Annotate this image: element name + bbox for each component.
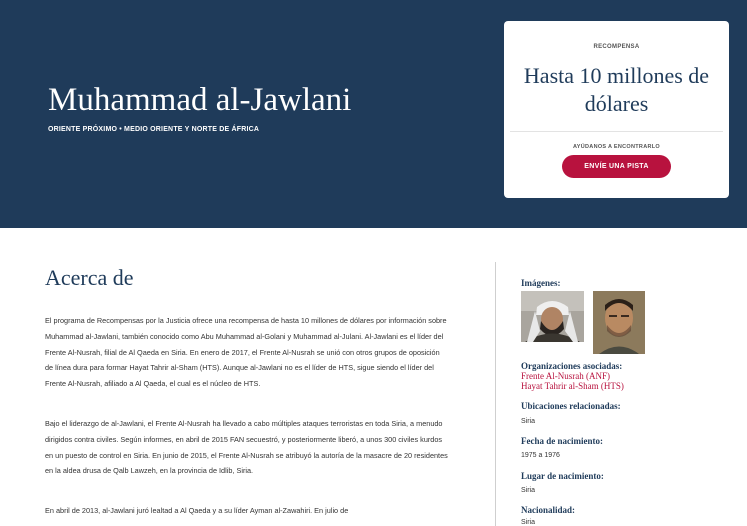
page-title: Muhammad al-Jawlani	[48, 82, 352, 118]
suspect-photo[interactable]	[521, 291, 584, 342]
organization-link-anf[interactable]: Frente Al-Nusrah (ANF)	[521, 371, 610, 381]
suspect-photo[interactable]	[593, 291, 645, 354]
about-paragraph: El programa de Recompensas por la Justicia ofrece una recompensa de hasta 10 millones de dólares por información sobre Muhammad al-Jawlani, también conocido como Abu Muhammad al-Golani y Muhammad al-Julani. Al-Jawlani es el líder del Frente Al-Nusrah, filial de Al Qaeda en Siria. En enero de 2017, el Frente Al-Nusrah se unió con otros grupos de oposición de línea dura para formar Hayat Tahrir al-Sham (HTS). Aunque al-Jawlani no es el líder de HTS, sigue siendo el líder del Frente Al-Nusrah, afiliado a Al Qaeda, el cual es el núcleo de HTS.	[45, 316, 447, 389]
birthdate-value: 1975 a 1976	[521, 452, 560, 459]
about-heading: Acerca de	[45, 265, 134, 290]
nationality-value: Siria	[521, 519, 536, 526]
locations-label: Ubicaciones relacionadas:	[521, 401, 621, 411]
nationality-label: Nacionalidad:	[521, 505, 576, 515]
birthplace-value: Siria	[521, 487, 536, 494]
reward-label: RECOMPENSA	[593, 44, 640, 50]
submit-tip-button[interactable]: ENVÍE UNA PISTA	[562, 155, 671, 178]
about-paragraph: Bajo el liderazgo de al-Jawlani, el Frente Al-Nusrah ha llevado a cabo múltiples ataques terroristas en toda Siria, a menudo dirigidos contra civiles. Según informes, en abril de 2015 FAN secuestró, y posteriormente liberó, a unos 300 civiles kurdos en un puesto de control en Siria. En junio de 2015, el Frente Al-Nusrah se atribuyó la autoría de la masacre de 20 residentes en la aldea drusa de Qalb Lawzeh, en la provincia de Idlib, Siria.	[45, 419, 448, 476]
reward-amount: Hasta 10 millones de dólares	[523, 63, 710, 116]
reward-card	[504, 21, 729, 198]
column-divider	[495, 262, 496, 526]
about-paragraph: En abril de 2013, al-Jawlani juró lealtad a Al Qaeda y a su líder Ayman al-Zawahiri. En julio de	[45, 506, 349, 515]
organizations-label: Organizaciones asociadas:	[521, 361, 623, 371]
region-subtitle: ORIENTE PRÓXIMO • MEDIO ORIENTE Y NORTE DE ÁFRICA	[48, 126, 260, 133]
hero-banner	[0, 0, 747, 228]
birthdate-label: Fecha de nacimiento:	[521, 436, 603, 446]
help-label: AYÚDANOS A ENCONTRARLO	[573, 144, 660, 150]
birthplace-label: Lugar de nacimiento:	[521, 471, 604, 481]
images-label: Imágenes:	[521, 278, 561, 288]
reward-divider	[510, 131, 723, 132]
organization-link-hts[interactable]: Hayat Tahrir al-Sham (HTS)	[521, 381, 624, 391]
locations-value: Siria	[521, 418, 536, 425]
